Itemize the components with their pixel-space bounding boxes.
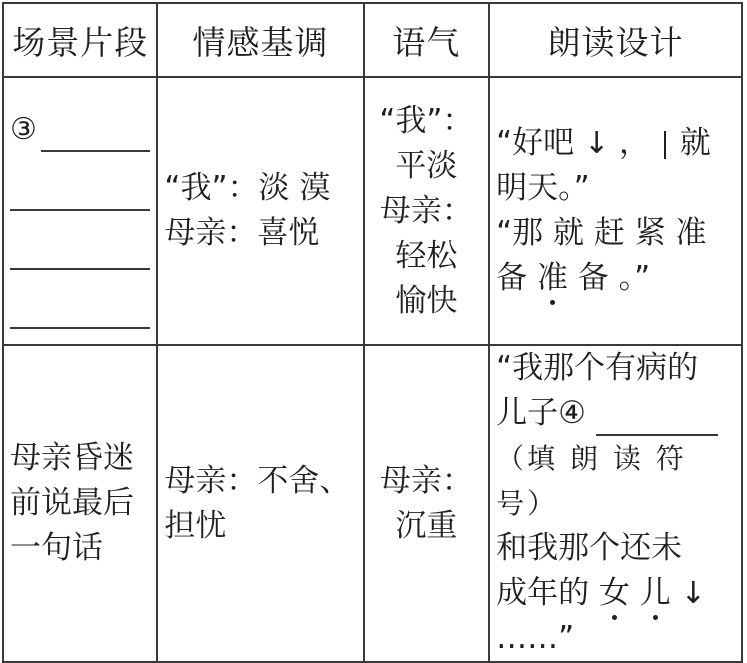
tone-text: “我”： — [379, 102, 474, 139]
stress-dot-char: 女 — [599, 571, 630, 616]
reading-line: 明天。” — [496, 170, 590, 206]
reading-text: 备 — [496, 260, 528, 296]
answer-blank[interactable] — [596, 402, 718, 436]
reading-design-cell — [489, 345, 742, 662]
tone-text: 沉重 — [395, 507, 458, 544]
table-row — [3, 345, 742, 662]
header-row — [3, 3, 742, 77]
answer-blank[interactable] — [41, 106, 151, 152]
emotion-text: “我”：淡 漠 — [164, 170, 331, 206]
emotion-cell — [157, 77, 363, 345]
tone-text: 母亲： — [379, 192, 473, 229]
answer-line-row — [10, 211, 150, 270]
tone-text: 平淡 — [395, 147, 458, 184]
header-scene: 场景片段 — [3, 3, 157, 77]
emotion-text: 母亲：喜悦 — [164, 215, 320, 251]
reading-text: 就 — [679, 125, 711, 161]
answer-line-row — [10, 93, 150, 152]
scene-text: 母亲昏迷 — [10, 440, 134, 476]
answer-line-row — [10, 152, 150, 211]
reading-design-table — [2, 2, 743, 663]
falling-tone-arrow-icon: ↓ — [680, 576, 706, 611]
reading-line: 和我那个还未 — [496, 530, 683, 566]
emotion-text: 母亲：不舍、 — [164, 462, 351, 499]
reading-text: 儿子④ — [496, 395, 586, 431]
scene-cell — [3, 345, 157, 662]
reading-line — [496, 256, 735, 301]
pause-mark-icon — [664, 131, 666, 159]
reading-line — [496, 121, 735, 166]
reading-text: 成年的 — [496, 575, 590, 611]
reading-design-cell — [489, 77, 742, 345]
answer-blank[interactable] — [10, 165, 150, 211]
answer-blank[interactable] — [10, 283, 150, 329]
reading-line — [496, 571, 735, 616]
stress-dot-char: 准 — [537, 256, 568, 301]
emotion-text: 担忧 — [164, 507, 227, 544]
scene-text: 一句话 — [10, 530, 103, 566]
header-tone: 语气 — [364, 3, 489, 77]
reading-line: ……” — [496, 620, 575, 656]
reading-text: 。” — [618, 260, 651, 296]
falling-tone-arrow-icon: ↓ — [584, 126, 610, 161]
reading-text: 备 — [577, 260, 609, 296]
tone-cell — [364, 345, 489, 662]
tone-text: 母亲： — [379, 462, 473, 499]
reading-note: （填 朗 读 符 号） — [496, 442, 687, 520]
tone-text: 愉快 — [395, 282, 458, 319]
reading-text: ， — [619, 125, 650, 161]
header-reading-design: 朗读设计 — [489, 3, 742, 77]
table-row — [3, 77, 742, 345]
answer-line-row — [10, 270, 150, 329]
emotion-cell — [157, 345, 363, 662]
tone-text: 轻松 — [395, 237, 458, 274]
tone-cell — [364, 77, 489, 345]
reading-line: “那 就 赶 紧 准 — [496, 215, 707, 251]
scene-text: 前说最后 — [10, 485, 134, 521]
blank-number-3: ③ — [10, 112, 37, 147]
reading-text: “好吧 — [496, 125, 575, 161]
scene-blank-cell — [3, 77, 157, 345]
header-emotion: 情感基调 — [157, 3, 363, 77]
answer-blank[interactable] — [10, 224, 150, 270]
reading-line — [496, 391, 735, 436]
reading-line: “我那个有病的 — [496, 350, 699, 386]
stress-dot-char: 儿 — [640, 571, 671, 616]
